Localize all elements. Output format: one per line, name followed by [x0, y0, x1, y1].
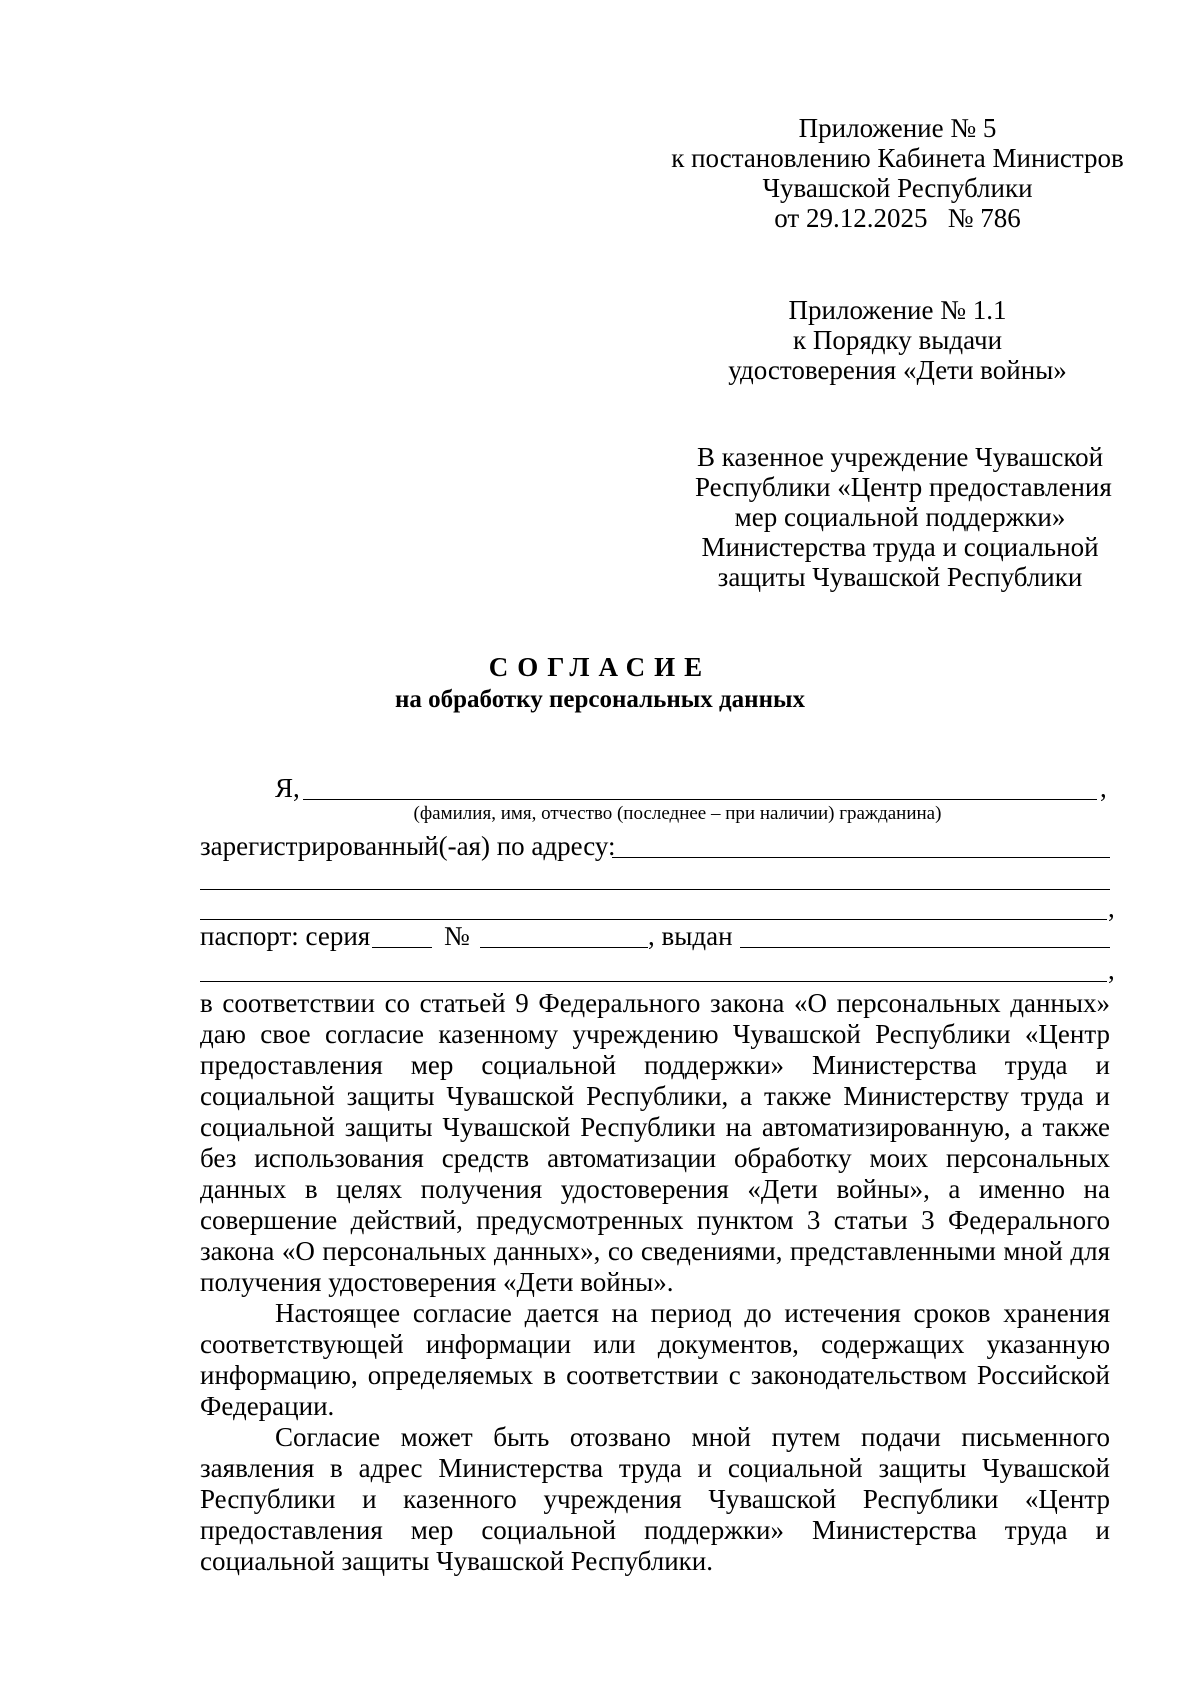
passport-label: паспорт: серия — [200, 921, 371, 951]
fio-field-line[interactable] — [303, 799, 1097, 800]
passport-number-label: № — [444, 921, 470, 951]
address-row-2 — [200, 862, 1110, 894]
fio-row — [200, 772, 1110, 804]
addressee-block — [695, 442, 1112, 592]
consent-paragraph: Согласие может быть отозвано мной путем подачи письменного заявления в адрес Министерства труда и социальной защиты Чувашской Республики и казенного учреждения Чувашской Республики «Центр предоставления мер социальной поддержки» Министерства труда и социальной защиты Чувашской Республики. — [200, 1422, 1110, 1576]
address-row — [200, 830, 1110, 862]
addressee-line: В казенное учреждение Чувашской — [696, 442, 1104, 472]
document-subtitle: на обработку персональных данных — [395, 686, 805, 713]
address-field-line[interactable] — [200, 889, 1110, 890]
addressee-line: Министерства труда и социальной — [701, 532, 1099, 562]
address-label: зарегистрированный(-ая) по адресу: — [200, 831, 616, 861]
fio-hint: (фамилия, имя, отчество (последнее – при наличии) гражданина) — [413, 803, 942, 824]
document-title: СОГЛАСИЕ — [488, 652, 712, 682]
appendix-1-1-line: Приложение № 1.1 — [788, 295, 1007, 325]
appendix-1-1-line: к Порядку выдачи — [792, 325, 1003, 355]
appendix-5-line: к постановлению Кабинета Министров — [671, 143, 1124, 173]
appendix-1-1-line: удостоверения «Дети войны» — [728, 355, 1067, 385]
passport-issued-field[interactable] — [740, 947, 1110, 948]
passport-row-2 — [200, 954, 1115, 986]
appendix-5-line: от 29.12.2025 № 786 — [774, 203, 1021, 233]
passport-issued-field-line[interactable] — [200, 981, 1107, 982]
consent-paragraph: Настоящее согласие дается на период до истечения сроков хранения соответствующей информации или документов, содержащих указанную информацию, определяемых в соответствии с законодательством Российской Федерации. — [200, 1298, 1110, 1421]
address-field-line[interactable] — [612, 857, 1110, 858]
ya-label: Я, — [275, 773, 300, 803]
addressee-line: Республики «Центр предоставления — [695, 472, 1112, 502]
fio-comma: , — [1100, 773, 1107, 803]
consent-body — [200, 988, 1110, 1577]
passport-issued-label: , выдан — [648, 921, 733, 951]
appendix-5-header — [665, 113, 1130, 233]
passport-row — [200, 920, 1110, 952]
passport-comma: , — [1108, 955, 1115, 985]
addressee-line: защиты Чувашской Республики — [717, 562, 1083, 592]
address-comma: , — [1108, 893, 1115, 923]
appendix-5-line: Чувашской Республики — [762, 173, 1033, 203]
appendix-5-line: Приложение № 5 — [798, 113, 997, 143]
passport-series-field[interactable] — [372, 947, 432, 948]
appendix-1-1-header — [705, 295, 1090, 385]
addressee-line: мер социальной поддержки» — [734, 502, 1066, 532]
consent-paragraph: в соответствии со статьей 9 Федерального закона «О персональных данных» даю свое согласие казенному учреждению Чувашской Республики «Центр предоставления мер социальной поддержки» Министерства труда и социальной защиты Чувашской Республики, а также Министерству труда и социальной защиты Чувашской Республики на автоматизированную, а также без использования средств автоматизации обработку моих персональных данных в целях получения удостоверения «Дети войны», а именно на совершение действий, предусмотренных пунктом 3 статьи 3 Федерального закона «О персональных данных», со сведениями, представленными мной для получения удостоверения «Дети войны». — [200, 988, 1110, 1297]
passport-number-field[interactable] — [480, 947, 648, 948]
